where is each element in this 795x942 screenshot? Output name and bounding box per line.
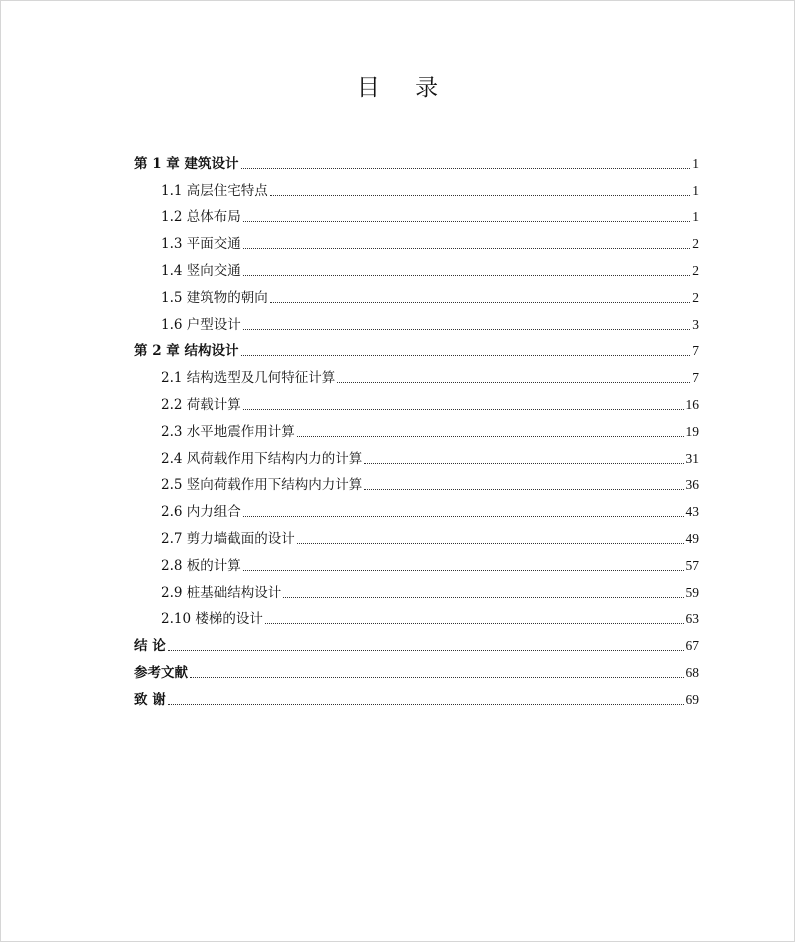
toc-dot-leader: [243, 516, 684, 517]
toc-dot-leader: [243, 329, 690, 330]
toc-dot-leader: [190, 677, 684, 678]
toc-dot-leader: [297, 436, 684, 437]
toc-dot-leader: [243, 248, 690, 249]
toc-page-number: 49: [685, 530, 699, 546]
toc-entry-label: 2.8 板的计算: [161, 557, 241, 574]
toc-section-entry[interactable]: [134, 602, 699, 629]
toc-dot-leader: [241, 168, 691, 169]
toc-dot-leader: [283, 597, 683, 598]
table-of-contents: [134, 146, 699, 709]
toc-page-number: 59: [685, 584, 699, 600]
toc-page-number: 68: [685, 664, 699, 680]
toc-entry-label: 1.5 建筑物的朝向: [161, 289, 268, 306]
toc-entry-label: 参考文献: [134, 664, 188, 681]
toc-entry-label: 第 1 章 建筑设计: [134, 155, 239, 172]
toc-page-number: 3: [692, 316, 699, 332]
toc-dot-leader: [270, 302, 690, 303]
toc-section-entry[interactable]: [134, 307, 699, 334]
toc-dot-leader: [364, 489, 683, 490]
toc-dot-leader: [364, 463, 683, 464]
toc-section-entry[interactable]: [134, 226, 699, 253]
toc-page-number: 19: [685, 423, 699, 439]
toc-entry-label: 致 谢: [134, 691, 166, 708]
toc-section-entry[interactable]: [134, 200, 699, 227]
toc-page-number: 2: [692, 262, 699, 278]
toc-section-entry[interactable]: [134, 575, 699, 602]
toc-page-number: 1: [692, 155, 699, 171]
toc-entry-label: 1.3 平面交通: [161, 236, 241, 253]
toc-section-entry[interactable]: [134, 253, 699, 280]
toc-entry-label: 2.9 桩基础结构设计: [161, 584, 282, 601]
toc-entry-label: 1.6 户型设计: [161, 316, 241, 333]
toc-dot-leader: [243, 275, 690, 276]
toc-section-entry[interactable]: [134, 387, 699, 414]
toc-entry-label: 第 2 章 结构设计: [134, 343, 239, 360]
toc-page-number: 1: [692, 182, 699, 198]
toc-chapter-entry[interactable]: [134, 682, 699, 709]
toc-dot-leader: [265, 623, 684, 624]
toc-page-number: 2: [692, 289, 699, 305]
toc-entry-label: 2.5 竖向荷载作用下结构内力计算: [161, 477, 363, 494]
toc-entry-label: 1.1 高层住宅特点: [161, 182, 268, 199]
toc-entry-label: 1.4 竖向交通: [161, 262, 241, 279]
toc-entry-label: 2.4 风荷载作用下结构内力的计算: [161, 450, 363, 467]
toc-page-number: 31: [685, 450, 699, 466]
toc-entry-label: 2.2 荷载计算: [161, 396, 241, 413]
toc-section-entry[interactable]: [134, 360, 699, 387]
toc-dot-leader: [168, 704, 684, 705]
toc-section-entry[interactable]: [134, 468, 699, 495]
toc-entry-label: 结 论: [134, 638, 166, 655]
toc-dot-leader: [243, 409, 684, 410]
toc-chapter-entry[interactable]: [134, 146, 699, 173]
toc-entry-label: 2.7 剪力墙截面的设计: [161, 530, 295, 547]
toc-page-number: 57: [685, 557, 699, 573]
toc-page-number: 7: [692, 370, 699, 386]
toc-dot-leader: [243, 221, 690, 222]
toc-page-number: 2: [692, 236, 699, 252]
toc-section-entry[interactable]: [134, 280, 699, 307]
toc-dot-leader: [297, 543, 684, 544]
toc-page-number: 7: [692, 343, 699, 359]
toc-page-number: 16: [685, 396, 699, 412]
toc-page-number: 67: [685, 638, 699, 654]
toc-dot-leader: [241, 355, 691, 356]
toc-page-number: 43: [685, 504, 699, 520]
toc-entry-label: 2.1 结构选型及几何特征计算: [161, 370, 336, 387]
toc-section-entry[interactable]: [134, 441, 699, 468]
toc-entry-label: 2.10 楼梯的设计: [161, 611, 263, 628]
toc-chapter-entry[interactable]: [134, 334, 699, 361]
toc-section-entry[interactable]: [134, 548, 699, 575]
toc-entry-label: 2.6 内力组合: [161, 504, 241, 521]
toc-chapter-entry[interactable]: [134, 628, 699, 655]
toc-page-number: 1: [692, 209, 699, 225]
toc-section-entry[interactable]: [134, 521, 699, 548]
toc-page-number: 63: [685, 611, 699, 627]
toc-section-entry[interactable]: [134, 414, 699, 441]
toc-dot-leader: [168, 650, 684, 651]
toc-dot-leader: [270, 195, 690, 196]
toc-page-number: 69: [685, 691, 699, 707]
toc-page-number: 36: [685, 477, 699, 493]
toc-section-entry[interactable]: [134, 494, 699, 521]
toc-entry-label: 1.2 总体布局: [161, 209, 241, 226]
page-title: 目 录: [356, 75, 453, 101]
toc-section-entry[interactable]: [134, 173, 699, 200]
toc-chapter-entry[interactable]: [134, 655, 699, 682]
toc-dot-leader: [337, 382, 690, 383]
toc-entry-label: 2.3 水平地震作用计算: [161, 423, 295, 440]
toc-dot-leader: [243, 570, 684, 571]
